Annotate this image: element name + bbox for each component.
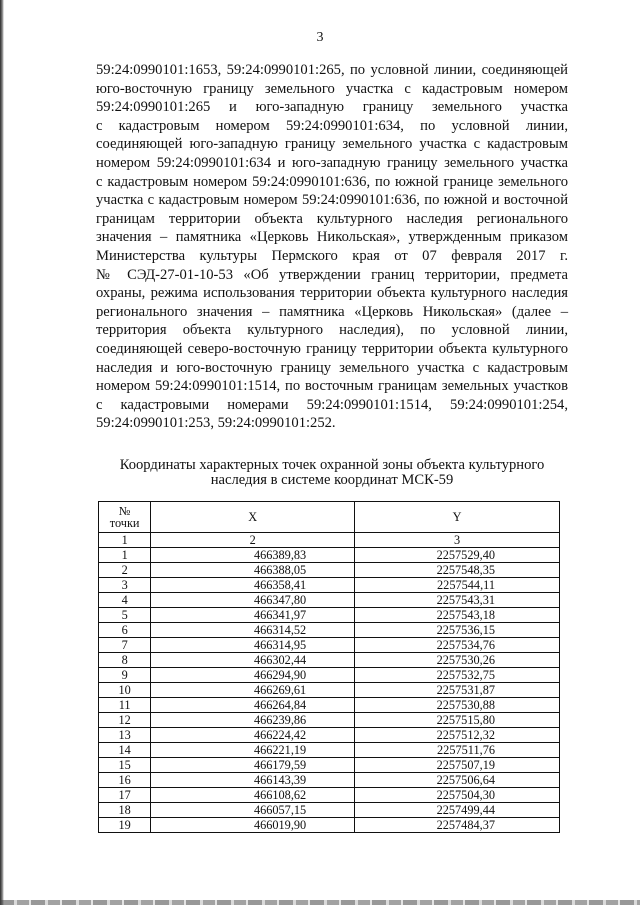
scan-edge-bottom	[0, 900, 640, 905]
table-row	[99, 698, 560, 713]
x-coordinate-cell: 466269,61	[151, 683, 355, 698]
paragraph-line: номером 59:24:0990101:1514, по восточным границам земельных участков	[96, 378, 568, 395]
paragraph-line: юго-восточную границу земельного участка с кадастровым номером	[96, 80, 568, 97]
y-coordinate-cell: 2257506,64	[355, 773, 560, 788]
y-coordinate-cell: 2257512,32	[355, 728, 560, 743]
paragraph-line: 59:24:0990101:265 и юго-западную границу земельного участка	[96, 99, 568, 116]
paragraph-line: 59:24:0990101:253, 59:24:0990101:252.	[96, 415, 336, 432]
table-row	[99, 713, 560, 728]
x-coordinate-cell: 466108,62	[151, 788, 355, 803]
table-row	[99, 593, 560, 608]
point-number-cell: 15	[99, 758, 151, 773]
coordinates-table-body	[99, 548, 560, 833]
y-coordinate-cell: 2257511,76	[355, 743, 560, 758]
paragraph-line: значения – памятника «Церковь Никольская», утвержденным приказом	[96, 229, 568, 246]
paragraph-line: Министерства культуры Пермского края от 07 февраля 2017 г.	[96, 247, 568, 264]
point-number-cell: 7	[99, 638, 151, 653]
y-coordinate-cell: 2257543,31	[355, 593, 560, 608]
index-cell-1: 1	[99, 533, 151, 548]
table-header-row	[99, 502, 560, 533]
paragraph-line: № СЭД-27-01-10-53 «Об утверждении границ территории, предмета	[96, 266, 568, 283]
y-coordinate-cell: 2257529,40	[355, 548, 560, 563]
y-coordinate-cell: 2257530,88	[355, 698, 560, 713]
x-coordinate-cell: 466358,41	[151, 578, 355, 593]
index-cell-2: 2	[151, 533, 355, 548]
x-coordinate-cell: 466239,86	[151, 713, 355, 728]
table-caption-line-1: Координаты характерных точек охранной зоны объекта культурного	[119, 457, 545, 473]
table-row	[99, 668, 560, 683]
paragraph-line: охраны, режима использования территории объекта культурного наследия	[96, 285, 568, 302]
point-number-cell: 14	[99, 743, 151, 758]
y-coordinate-cell: 2257532,75	[355, 668, 560, 683]
point-number-cell: 19	[99, 818, 151, 833]
x-coordinate-cell: 466389,83	[151, 548, 355, 563]
table-row	[99, 773, 560, 788]
table-row	[99, 743, 560, 758]
y-coordinate-cell: 2257544,11	[355, 578, 560, 593]
point-number-cell: 5	[99, 608, 151, 623]
point-number-cell: 9	[99, 668, 151, 683]
y-coordinate-cell: 2257484,37	[355, 818, 560, 833]
header-point-number-label: точки	[109, 516, 140, 530]
y-coordinate-cell: 2257548,35	[355, 563, 560, 578]
table-row	[99, 653, 560, 668]
point-number-cell: 12	[99, 713, 151, 728]
x-coordinate-cell: 466302,44	[151, 653, 355, 668]
paragraph-line: регионального значения – памятника «Церковь Никольская» (далее –	[96, 303, 568, 320]
paragraph-line: соединяющей северо-восточную границу территории объекта культурного	[96, 340, 568, 357]
x-coordinate-cell: 466264,84	[151, 698, 355, 713]
table-row	[99, 728, 560, 743]
y-coordinate-cell: 2257534,76	[355, 638, 560, 653]
point-number-cell: 16	[99, 773, 151, 788]
x-coordinate-cell: 466314,52	[151, 623, 355, 638]
header-point-number	[99, 502, 151, 533]
point-number-cell: 8	[99, 653, 151, 668]
point-number-cell: 4	[99, 593, 151, 608]
index-cell-3: 3	[355, 533, 560, 548]
point-number-cell: 17	[99, 788, 151, 803]
point-number-cell: 13	[99, 728, 151, 743]
paragraph-line: участка с кадастровым номером 59:24:0990101:636, по южной и восточной	[96, 192, 568, 209]
x-coordinate-cell: 466314,95	[151, 638, 355, 653]
paragraph-line: с кадастровым номером 59:24:0990101:636, по южной границе земельного	[96, 173, 568, 190]
paragraph-line: наследия и юго-восточную границу земельного участка с кадастровым	[96, 359, 568, 376]
table-index-row	[99, 533, 560, 548]
table-row	[99, 608, 560, 623]
header-y: Y	[355, 502, 560, 533]
table-row	[99, 563, 560, 578]
y-coordinate-cell: 2257507,19	[355, 758, 560, 773]
point-number-cell: 18	[99, 803, 151, 818]
table-row	[99, 758, 560, 773]
table-row	[99, 638, 560, 653]
header-x: X	[151, 502, 355, 533]
x-coordinate-cell: 466347,80	[151, 593, 355, 608]
y-coordinate-cell: 2257530,26	[355, 653, 560, 668]
x-coordinate-cell: 466388,05	[151, 563, 355, 578]
paragraph-line: номером 59:24:0990101:634 и юго-западную границу земельного участка	[96, 154, 568, 171]
table-row	[99, 683, 560, 698]
x-coordinate-cell: 466179,59	[151, 758, 355, 773]
y-coordinate-cell: 2257515,80	[355, 713, 560, 728]
header-point-number-symbol: №	[118, 504, 131, 518]
x-coordinate-cell: 466224,42	[151, 728, 355, 743]
x-coordinate-cell: 466143,39	[151, 773, 355, 788]
table-row	[99, 578, 560, 593]
paragraph-line: соединяющей юго-западную границу земельного участка с кадастровым	[96, 136, 568, 153]
paragraph-line: с кадастровым номером 59:24:0990101:634, по условной линии,	[96, 117, 568, 134]
y-coordinate-cell: 2257543,18	[355, 608, 560, 623]
scan-edge-left	[0, 0, 4, 905]
table-row	[99, 818, 560, 833]
point-number-cell: 3	[99, 578, 151, 593]
page-number: 3	[316, 30, 324, 45]
x-coordinate-cell: 466294,90	[151, 668, 355, 683]
x-coordinate-cell: 466019,90	[151, 818, 355, 833]
y-coordinate-cell: 2257536,15	[355, 623, 560, 638]
paragraph-line: границам территории объекта культурного наследия регионального	[96, 210, 568, 227]
point-number-cell: 10	[99, 683, 151, 698]
paragraph-line: 59:24:0990101:1653, 59:24:0990101:265, по условной линии, соединяющей	[96, 62, 568, 78]
coordinates-table	[98, 501, 560, 833]
x-coordinate-cell: 466221,19	[151, 743, 355, 758]
y-coordinate-cell: 2257499,44	[355, 803, 560, 818]
table-row	[99, 803, 560, 818]
table-row	[99, 548, 560, 563]
point-number-cell: 6	[99, 623, 151, 638]
table-caption	[96, 458, 568, 488]
y-coordinate-cell: 2257504,30	[355, 788, 560, 803]
paragraph-line: с кадастровыми номерами 59:24:0990101:1514, 59:24:0990101:254,	[96, 396, 568, 413]
table-caption-line-2: наследия в системе координат МСК-59	[210, 472, 454, 488]
paragraph-line: территория объекта культурного наследия), по условной линии,	[96, 322, 568, 339]
point-number-cell: 2	[99, 563, 151, 578]
point-number-cell: 11	[99, 698, 151, 713]
x-coordinate-cell: 466341,97	[151, 608, 355, 623]
point-number-cell: 1	[99, 548, 151, 563]
table-row	[99, 788, 560, 803]
x-coordinate-cell: 466057,15	[151, 803, 355, 818]
y-coordinate-cell: 2257531,87	[355, 683, 560, 698]
table-row	[99, 623, 560, 638]
body-paragraph	[96, 61, 568, 433]
